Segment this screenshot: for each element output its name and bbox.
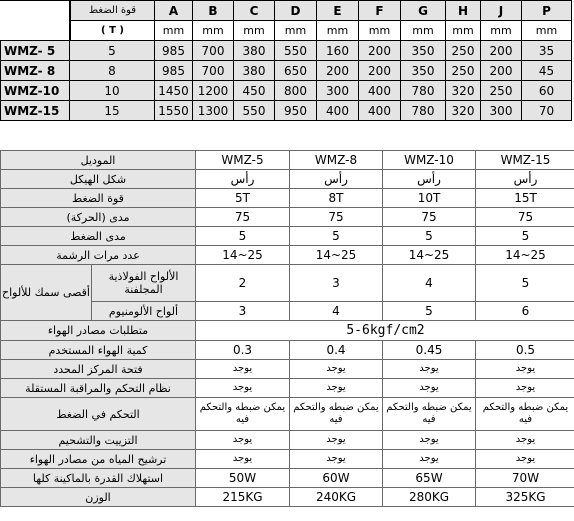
unit-cell: mm [359, 21, 401, 41]
unit-cell: mm [481, 21, 522, 41]
model-header: WMZ-8 [290, 151, 382, 169]
value-cell: 14~25 [383, 246, 475, 264]
value-cell: 550 [275, 41, 317, 61]
value-cell: 700 [193, 61, 234, 81]
value-cell: 15T [476, 189, 574, 207]
spec-table [0, 150, 574, 507]
value-cell: رأس [290, 170, 382, 188]
value-cell: 380 [234, 61, 275, 81]
row-label: عدد مرات الرشمة [1, 246, 195, 264]
table-row [1, 341, 574, 359]
row-label: كمية الهواء المستخدم [1, 341, 195, 359]
model-header: WMZ-10 [383, 151, 475, 169]
table-row [1, 227, 574, 245]
value-cell: 215KG [196, 488, 289, 506]
table-row [1, 265, 574, 301]
value-cell: 700 [193, 41, 234, 61]
value-cell: 985 [155, 61, 193, 81]
value-cell: 1450 [155, 81, 193, 101]
value-cell: 50W [196, 469, 289, 487]
value-cell: يوجد [196, 379, 289, 397]
value-cell: رأس [383, 170, 475, 188]
value-cell: 35 [522, 41, 572, 61]
value-cell: يوجد [383, 360, 475, 378]
value-cell: 5 [476, 227, 574, 245]
value-cell: 60 [522, 81, 572, 101]
sub-row-label: الألواح الفولاذية المجلفنة [92, 265, 195, 301]
row-label: الموديل [1, 151, 195, 169]
header-row [0, 0, 572, 21]
value-cell: 985 [155, 41, 193, 61]
value-cell: 4 [383, 265, 475, 301]
value-cell: 10T [383, 189, 475, 207]
table-row [1, 488, 574, 506]
col-header: F [359, 0, 401, 21]
value-cell: 5 [383, 227, 475, 245]
value-cell: 70 [522, 101, 572, 121]
value-cell: 350 [401, 41, 446, 61]
unit-cell: mm [155, 21, 193, 41]
value-cell: 4 [290, 302, 382, 320]
value-cell: 3 [290, 265, 382, 301]
col-header: E [317, 0, 359, 21]
value-cell: 250 [446, 61, 481, 81]
unit-cell: mm [522, 21, 572, 41]
value-cell: 320 [446, 101, 481, 121]
row-label: استهلاك القدرة بالماكينة كلها [1, 469, 195, 487]
corner-cell [0, 21, 70, 41]
value-cell: يوجد [476, 431, 574, 449]
value-cell: 1550 [155, 101, 193, 121]
value-cell: يوجد [476, 450, 574, 468]
table-row [0, 81, 572, 101]
model-cell: WMZ-10 [0, 81, 70, 101]
value-cell: يمكن ضبطه والتحكم فيه [476, 398, 574, 430]
col-header: J [481, 0, 522, 21]
value-cell: 200 [359, 41, 401, 61]
value-cell: يوجد [290, 431, 382, 449]
value-cell: 650 [275, 61, 317, 81]
row-label: التحكم في الضغط [1, 398, 195, 430]
value-cell: 250 [446, 41, 481, 61]
value-cell: يوجد [290, 379, 382, 397]
force-cell: 10 [70, 81, 155, 101]
unit-cell: mm [401, 21, 446, 41]
value-cell: 65W [383, 469, 475, 487]
value-cell: 325KG [476, 488, 574, 506]
model-header: WMZ-5 [196, 151, 289, 169]
value-cell: يوجد [476, 379, 574, 397]
col-header: C [234, 0, 275, 21]
value-cell: يوجد [383, 379, 475, 397]
value-cell: 5 [476, 265, 574, 301]
value-cell: 550 [234, 101, 275, 121]
col-header: A [155, 0, 193, 21]
model-cell: WMZ-15 [0, 101, 70, 121]
row-label: مدى الضغط [1, 227, 195, 245]
value-cell: يمكن ضبطه والتحكم فيه [383, 398, 475, 430]
table-row [1, 151, 574, 169]
value-cell: 45 [522, 61, 572, 81]
value-cell: 200 [317, 61, 359, 81]
row-label: شكل الهيكل [1, 170, 195, 188]
force-cell: 5 [70, 41, 155, 61]
value-cell: 6 [476, 302, 574, 320]
corner-cell [0, 0, 70, 21]
force-cell: 15 [70, 101, 155, 121]
unit-cell: mm [317, 21, 359, 41]
value-cell: رأس [196, 170, 289, 188]
unit-cell: mm [193, 21, 234, 41]
value-cell: يمكن ضبطه والتحكم فيه [290, 398, 382, 430]
row-label: نظام التحكم والمراقبة المستقلة [1, 379, 195, 397]
value-cell: رأس [476, 170, 574, 188]
value-cell: 300 [481, 101, 522, 121]
value-cell: 14~25 [290, 246, 382, 264]
value-cell: 70W [476, 469, 574, 487]
row-label: قوة الضغط [1, 189, 195, 207]
value-cell: 3 [196, 302, 289, 320]
value-cell: 75 [476, 208, 574, 226]
row-label: فتحة المركز المحدد [1, 360, 195, 378]
value-cell: يوجد [383, 431, 475, 449]
table-row [1, 450, 574, 468]
model-cell: WMZ- 5 [0, 41, 70, 61]
value-cell: 14~25 [476, 246, 574, 264]
value-cell: 0.4 [290, 341, 382, 359]
value-cell: يوجد [196, 360, 289, 378]
value-cell: 2 [196, 265, 289, 301]
value-cell: 1300 [193, 101, 234, 121]
value-cell: يمكن ضبطه والتحكم فيه [196, 398, 289, 430]
row-label: الوزن [1, 488, 195, 506]
table-row [1, 321, 574, 340]
unit-cell: mm [234, 21, 275, 41]
value-cell: 75 [196, 208, 289, 226]
value-cell: 780 [401, 81, 446, 101]
value-cell: 14~25 [196, 246, 289, 264]
value-cell: 780 [401, 101, 446, 121]
row-label: متطلبات مصادر الهواء [1, 321, 195, 340]
table-row [0, 101, 572, 121]
row-label: أقصى سمك للألواح [1, 265, 91, 320]
row-label: ترشيح المياه من مصادر الهواء [1, 450, 195, 468]
value-cell: 0.45 [383, 341, 475, 359]
value-cell: 5-6kgf/cm2 [196, 321, 574, 340]
table-row [1, 398, 574, 430]
value-cell: 350 [401, 61, 446, 81]
value-cell: 380 [234, 41, 275, 61]
value-cell: 5T [196, 189, 289, 207]
value-cell: يوجد [383, 450, 475, 468]
table-row [0, 41, 572, 61]
value-cell: 5 [290, 227, 382, 245]
col-header: H [446, 0, 481, 21]
value-cell: 0.5 [476, 341, 574, 359]
value-cell: 320 [446, 81, 481, 101]
col-header: G [401, 0, 446, 21]
sub-row-label: ألواح الألومنيوم [92, 302, 195, 320]
value-cell: 0.3 [196, 341, 289, 359]
table-row [1, 208, 574, 226]
value-cell: 60W [290, 469, 382, 487]
table-row [1, 360, 574, 378]
value-cell: 5 [383, 302, 475, 320]
value-cell: 400 [317, 101, 359, 121]
unit-cell: mm [275, 21, 317, 41]
value-cell: 200 [481, 61, 522, 81]
table-row [1, 379, 574, 397]
value-cell: يوجد [476, 360, 574, 378]
table-row [1, 170, 574, 188]
dimension-table [0, 0, 572, 121]
value-cell: 8T [290, 189, 382, 207]
value-cell: 75 [290, 208, 382, 226]
value-cell: 400 [359, 81, 401, 101]
row-label: التزييت والتشحيم [1, 431, 195, 449]
table-row [1, 469, 574, 487]
value-cell: 950 [275, 101, 317, 121]
model-cell: WMZ- 8 [0, 61, 70, 81]
value-cell: 1200 [193, 81, 234, 101]
value-cell: 280KG [383, 488, 475, 506]
model-header: WMZ-15 [476, 151, 574, 169]
table-row [1, 431, 574, 449]
value-cell: 200 [481, 41, 522, 61]
col-header: P [522, 0, 572, 21]
force-cell: 8 [70, 61, 155, 81]
value-cell: 400 [359, 101, 401, 121]
force-header: قوة الضغط [70, 0, 155, 21]
value-cell: 240KG [290, 488, 382, 506]
value-cell: يوجد [196, 450, 289, 468]
col-header: D [275, 0, 317, 21]
value-cell: يوجد [290, 450, 382, 468]
value-cell: 160 [317, 41, 359, 61]
value-cell: 5 [196, 227, 289, 245]
col-header: B [193, 0, 234, 21]
table-row [0, 61, 572, 81]
unit-cell: mm [446, 21, 481, 41]
value-cell: يوجد [196, 431, 289, 449]
table-row [1, 189, 574, 207]
table-row [1, 246, 574, 264]
value-cell: 300 [317, 81, 359, 101]
value-cell: 75 [383, 208, 475, 226]
value-cell: 800 [275, 81, 317, 101]
value-cell: 450 [234, 81, 275, 101]
row-label: مدى (الحركة) [1, 208, 195, 226]
force-unit: ( T ) [70, 21, 155, 41]
value-cell: 250 [481, 81, 522, 101]
value-cell: يوجد [290, 360, 382, 378]
unit-row [0, 21, 572, 41]
value-cell: 200 [359, 61, 401, 81]
